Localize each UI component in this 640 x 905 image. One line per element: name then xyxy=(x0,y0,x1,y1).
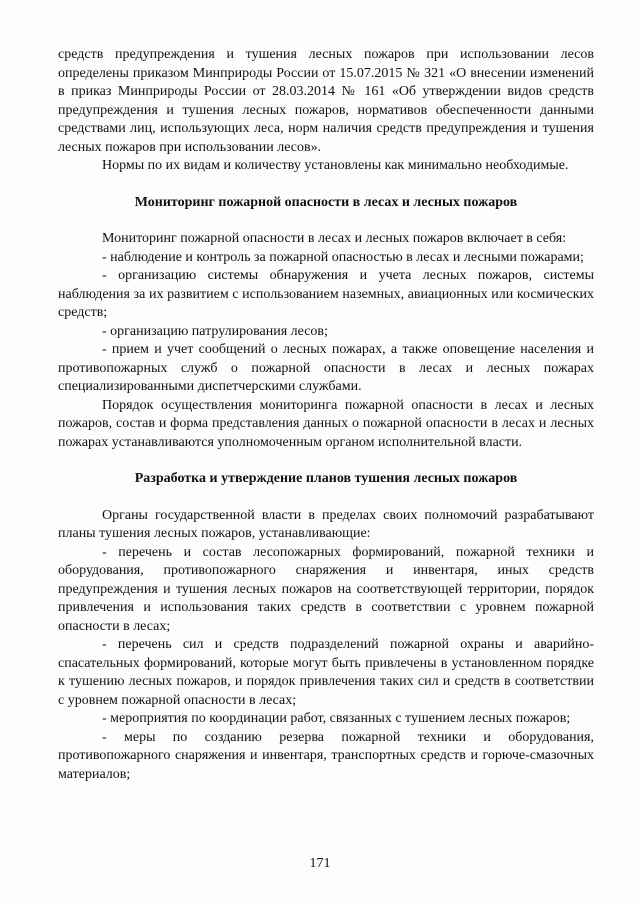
page-body xyxy=(58,46,594,784)
page-number: 171 xyxy=(309,856,331,871)
list-item: - прием и учет сообщений о лесных пожарах, а также оповещение населения и противопожарных служб о пожарной опасности в лесах и лесных пожарах специализированными диспетчерскими службами. xyxy=(58,342,594,394)
list-item: - мероприятия по координации работ, связанных с тушением лесных пожаров; xyxy=(102,711,571,726)
monitoring-lead: Мониторинг пожарной опасности в лесах и лесных пожаров включает в себя: xyxy=(102,231,567,246)
list-item: - перечень и состав лесопожарных формирований, пожарной техники и оборудования, противопожарного снаряжения и инвентаря, иных средств предупреждения и тушения лесных пожаров на соответствующей территории, порядок привлечения и использования таких средств в соответствии с уровнем пожарной опасности в лесах; xyxy=(58,544,594,634)
list-item: - перечень сил и средств подразделений пожарной охраны и аварийно-спасательных формирований, которые могут быть привлечены в установленном порядке к тушению лесных пожаров, и порядок привлечения таких сил и средств в соответствии с уровнем пожарной опасности в лесах; xyxy=(58,637,594,708)
section-heading-plans: Разработка и утверждение планов тушения лесных пожаров xyxy=(134,471,518,486)
norms-paragraph: Нормы по их видам и количеству установлены как минимально необходимые. xyxy=(102,158,569,173)
intro-paragraph: средств предупреждения и тушения лесных пожаров при использовании лесов определены приказом Минприроды России от 15.07.2015 № 321 «О внесении изменений в приказ Минприроды России от 28.03.2014 № 161 «Об утверждении видов средств предупреждения и тушения лесных пожаров, нормативов обеспеченности данными средствами лиц, использующих леса, норм наличия средств предупреждения и тушения лесных пожаров при использовании лесов». xyxy=(58,47,594,155)
list-item: - организацию патрулирования лесов; xyxy=(102,323,328,339)
list-item: - организацию системы обнаружения и учета лесных пожаров, системы наблюдения за их развитием с использованием наземных, авиационных или космических средств; xyxy=(58,268,594,320)
section-heading-monitoring: Мониторинг пожарной опасности в лесах и лесных пожаров xyxy=(134,194,518,210)
monitoring-procedure-paragraph: Порядок осуществления мониторинга пожарной опасности в лесах и лесных пожаров, состав и форма представления данных о пожарной опасности в лесах и лесных пожарах устанавливаются уполномоченным органом исполнительной власти. xyxy=(58,397,594,450)
plans-lead: Органы государственной власти в пределах своих полномочий разрабатывают планы тушения лесных пожаров, устанавливающие: xyxy=(58,507,594,541)
list-item: - наблюдение и контроль за пожарной опасностью в лесах и лесными пожарами; xyxy=(102,249,584,265)
list-item: - меры по созданию резерва пожарной техники и оборудования, противопожарного снаряжения и инвентаря, транспортных средств и горюче-смазочных материалов; xyxy=(58,729,594,782)
